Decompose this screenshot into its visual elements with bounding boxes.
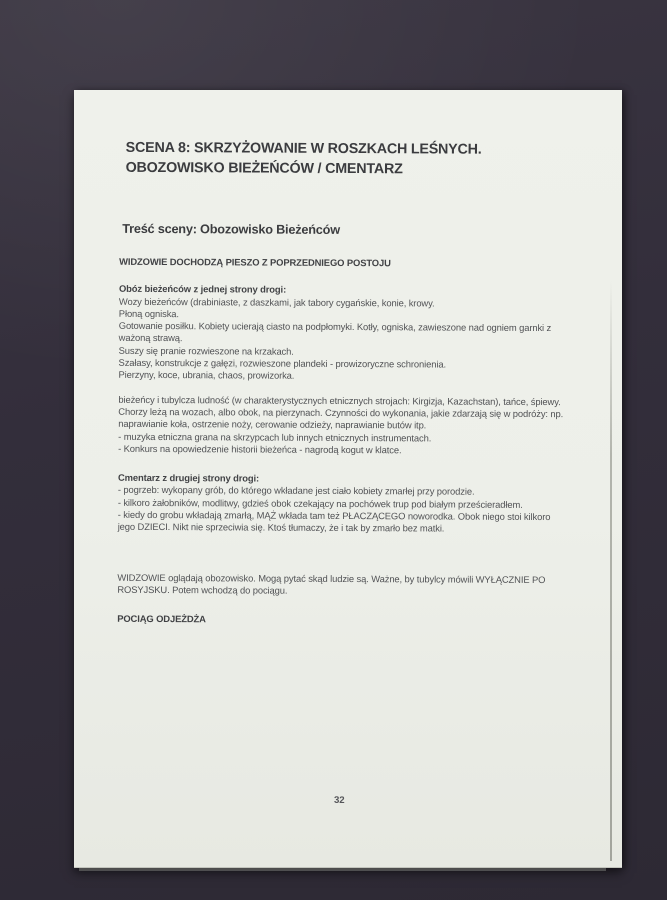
camp-section — [118, 283, 565, 384]
cemetery-section-heading: Cmentarz z drugiej strony drogi: — [117, 471, 260, 484]
camp-line: Płoną ogniska. — [118, 307, 179, 320]
activities-paragraph: bieżeńcy i tubylcza ludność (w charakterystycznych etnicznych strojach: Kirgizja, Kazachstan), tańce, śpiewy. Chorzy leżą na wozach, albo obok, na pierzynach. Czynności do wykonania, jakie zdarzają się w podróży: np. naprawianie koła, ostrzenie noży, cerowanie odzieży, naprawianie butów itp. — [118, 393, 564, 431]
scene-title-line2: OBOZOWISKO BIEŻEŃCÓW / CMENTARZ — [125, 159, 403, 177]
camp-line: Szałasy, konstrukcje z gałęzi, rozwieszone plandeki - prowizoryczne schronienia. — [118, 356, 447, 370]
cemetery-line: - pogrzeb: wykopany grób, do którego wkładane jest ciało kobiety zmarłej przy porodzie. — [117, 484, 475, 498]
camp-line: Pierzyny, koce, ubrania, chaos, prowizorka. — [118, 369, 295, 382]
page-number: 32 — [334, 794, 345, 806]
page-content — [70, 89, 622, 869]
activities-line: - Konkurs na opowiedzenie historii bieżeńca - nagrodą kogut w klatce. — [118, 442, 402, 456]
scene-subject-heading: Treść sceny: Obozowisko Bieżeńców — [122, 221, 340, 237]
cemetery-line: - kiedy do grobu wkładają zmarłą, MĄŻ wkłada tam też PŁACZĄCEGO noworodka. Obok niego stoi kilkoro jego DZIECI. Nikt nie sprzeciwia się. Ktoś tłumaczy, że i tak by zmarło bez matki. — [117, 508, 551, 534]
cemetery-line: - kilkoro żałobników, modlitwy, gdzieś obok czekający na pochówek trup pod białym prześcieradłem. — [117, 496, 523, 510]
closing-paragraph: WIDZOWIE oglądają obozowisko. Mogą pytać skąd ludzie są. Ważne, by tubylcy mówili WYŁĄCZNIE PO ROSYJSKU. Potem wchodzą do pociągu. — [117, 571, 546, 596]
train-departs-note: POCIĄG ODJEŻDŻA — [117, 613, 206, 625]
camp-line: Wozy bieżeńców (drabiniaste, z daszkami, jak tabory cygańskie, konie, krowy. — [118, 295, 435, 309]
activities-line: - muzyka etniczna grana na skrzypcach lub innych etnicznych instrumentach. — [118, 430, 432, 444]
camp-section-heading: Obóz bieżeńców z jednej strony drogi: — [118, 283, 287, 295]
activities-section — [118, 393, 564, 457]
scene-title — [126, 139, 566, 180]
stage-direction-note: WIDZOWIE DOCHODZĄ PIESZO Z POPRZEDNIEGO POSTOJU — [119, 255, 391, 269]
camp-line: Gotowanie posiłku. Kobiety ucierają ciasto na podpłomyki. Kotły, ogniska, zawieszone nad ogniem garnki z ważoną strawą. — [118, 319, 552, 344]
scene-title-line1: SCENA 8: SKRZYŻOWANIE W ROSZKACH LEŚNYCH. — [125, 139, 482, 158]
camp-line: Suszy się pranie rozwieszone na krzakach. — [118, 344, 294, 357]
document-page — [74, 90, 622, 868]
cemetery-section — [118, 472, 564, 536]
